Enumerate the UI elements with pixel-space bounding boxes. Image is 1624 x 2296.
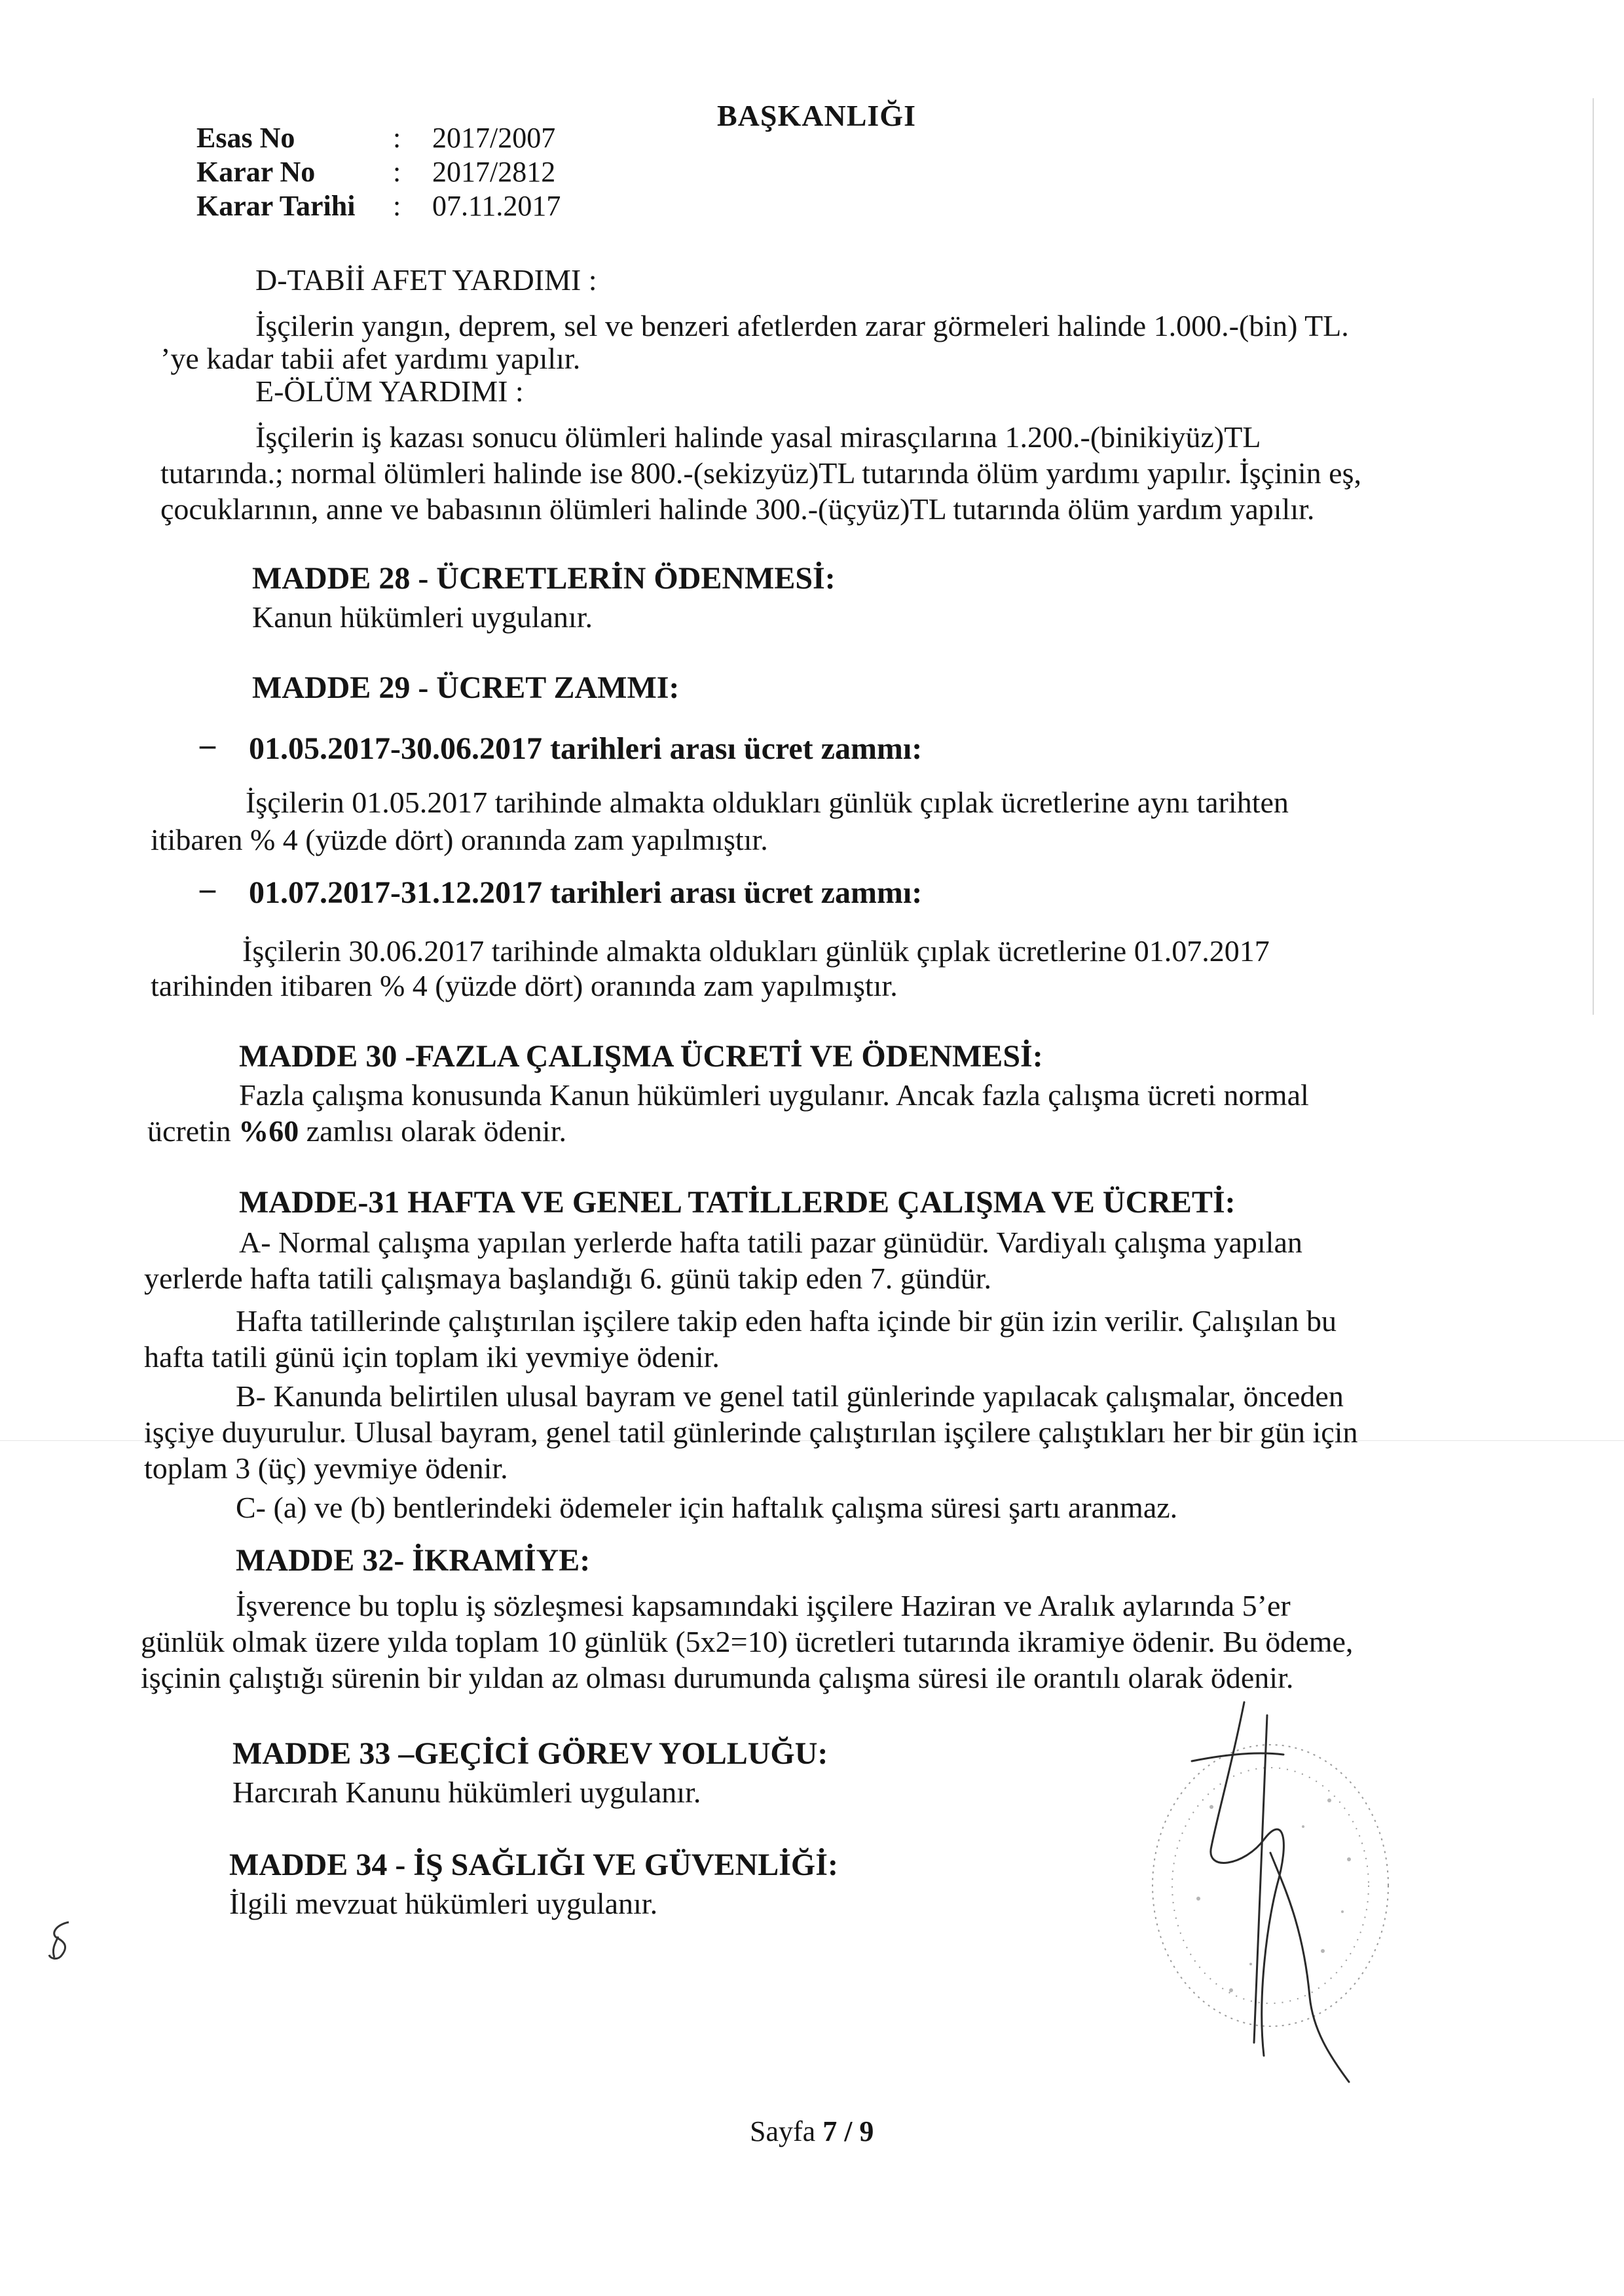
article-32-line-2: günlük olmak üzere yılda toplam 10 günlük (5x2=10) ücretleri tutarında ikramiye ödenir. Bu ödeme, (141, 1625, 1354, 1658)
article-28-title: MADDE 28 - ÜCRETLERİN ÖDENMESİ: (252, 561, 836, 596)
karar-colon: : (393, 156, 401, 188)
tarih-value: 07.11.2017 (432, 190, 561, 222)
section-d-line-2: ’ye kadar tabii afet yardımı yapılır. (160, 342, 581, 375)
article-28-line-1: Kanun hükümleri uygulanır. (252, 600, 593, 634)
article-32-line-1: İşverence bu toplu iş sözleşmesi kapsamındaki işçilere Haziran ve Aralık aylarında 5’er (236, 1589, 1291, 1622)
dash-bullet-1: – (200, 727, 215, 762)
section-d-line-1: İşçilerin yangın, deprem, sel ve benzeri afetlerden zarar görmeleri halinde 1.000.-(bin) TL. (255, 309, 1349, 342)
page-footer (750, 2115, 874, 2148)
article-29-para-2-line-2: tarihinden itibaren % 4 (yüzde dört) oranında zam yapılmıştır. (151, 969, 898, 1002)
article-31-line-6: işçiye duyurulur. Ulusal bayram, genel tatil günlerinde çalıştırılan işçilere çalıştıkları her bir gün için (144, 1415, 1358, 1449)
esas-value: 2017/2007 (432, 122, 556, 154)
karar-row (196, 155, 561, 189)
article-29-title: MADDE 29 - ÜCRET ZAMMI: (252, 670, 680, 705)
article-31-title: MADDE-31 HAFTA VE GENEL TATİLLERDE ÇALIŞMA VE ÜCRETİ: (239, 1185, 1236, 1220)
article-30-line-2-end: zamlısı olarak ödenir. (299, 1114, 566, 1148)
article-30-line-2-start: ücretin (147, 1114, 239, 1148)
article-32-title: MADDE 32- İKRAMİYE: (236, 1543, 591, 1578)
section-e-line-2: tutarında.; normal ölümleri halinde ise 800.-(sekizyüz)TL tutarında ölüm yardımı yapılır. İşçinin eş, (160, 456, 1361, 490)
dash-bullet-2: – (200, 871, 215, 906)
article-31-line-5: B- Kanunda belirtilen ulusal bayram ve genel tatil günlerinde yapılacak çalışmalar, önceden (236, 1379, 1344, 1413)
page-label: Sayfa (750, 2115, 816, 2147)
article-29-para-1-line-1: İşçilerin 01.05.2017 tarihinde almakta oldukları günlük çıplak ücretlerine aynı tarihten (246, 786, 1289, 819)
article-31-line-2: yerlerde hafta tatili çalışmaya başlandığı 6. günü takip eden 7. gündür. (144, 1262, 991, 1295)
tarih-label: Karar Tarihi (196, 190, 356, 222)
article-31-line-1: A- Normal çalışma yapılan yerlerde hafta tatili pazar günüdür. Vardiyalı çalışma yapılan (239, 1226, 1302, 1259)
article-33-line-1: Harcırah Kanunu hükümleri uygulanır. (232, 1776, 701, 1809)
article-31-line-7: toplam 3 (üç) yevmiye ödenir. (144, 1451, 508, 1485)
article-30-title: MADDE 30 -FAZLA ÇALIŞMA ÜCRETİ VE ÖDENMESİ: (239, 1039, 1043, 1074)
case-info-block (196, 121, 561, 223)
margin-initial-mark (43, 1918, 82, 1964)
scan-edge-right (1593, 98, 1594, 1015)
article-29-para-2-line-1: İşçilerin 30.06.2017 tarihinde almakta oldukları günlük çıplak ücretlerine 01.07.2017 (242, 934, 1270, 968)
esas-label: Esas No (196, 122, 295, 154)
section-e-title: E-ÖLÜM YARDIMI : (255, 374, 524, 408)
article-31-line-8: C- (a) ve (b) bentlerindeki ödemeler için haftalık çalışma süresi şartı aranmaz. (236, 1491, 1178, 1524)
article-31-line-4: hafta tatili günü için toplam iki yevmiye ödenir. (144, 1340, 720, 1374)
tarih-row (196, 189, 561, 223)
article-29-subheading-1: 01.05.2017-30.06.2017 tarihleri arası ücret zammı: (249, 731, 923, 766)
karar-value: 2017/2812 (432, 156, 556, 188)
article-33-title: MADDE 33 –GEÇİCİ GÖREV YOLLUĞU: (232, 1736, 828, 1771)
section-e-line-1: İşçilerin iş kazası sonucu ölümleri halinde yasal mirasçılarına 1.200.-(binikiyüz)TL (255, 420, 1261, 454)
tarih-colon: : (393, 190, 401, 222)
esas-row (196, 121, 561, 155)
karar-label: Karar No (196, 156, 316, 188)
esas-colon: : (393, 122, 401, 154)
article-30-percent: %60 (238, 1114, 299, 1148)
signature-stamp (1133, 1689, 1421, 2095)
section-d-title: D-TABİİ AFET YARDIMI : (255, 263, 597, 297)
article-34-title: MADDE 34 - İŞ SAĞLIĞI VE GÜVENLİĞİ: (229, 1848, 838, 1882)
article-31-line-3: Hafta tatillerinde çalıştırılan işçilere takip eden hafta içinde bir gün izin verilir. Çalışılan bu (236, 1304, 1337, 1338)
article-29-para-1-line-2: itibaren % 4 (yüzde dört) oranında zam yapılmıştır. (151, 823, 768, 856)
article-34-line-1: İlgili mevzuat hükümleri uygulanır. (229, 1887, 658, 1920)
article-32-line-3: işçinin çalıştığı sürenin bir yıldan az olması durumunda çalışma süresi ile orantılı olarak ödenir. (141, 1661, 1294, 1694)
article-30-line-2 (147, 1113, 566, 1150)
page-number: 7 / 9 (822, 2115, 874, 2147)
office-title: BAŞKANLIĞI (717, 99, 916, 132)
article-29-subheading-2: 01.07.2017-31.12.2017 tarihleri arası ücret zammı: (249, 875, 923, 910)
section-e-line-3: çocuklarının, anne ve babasının ölümleri halinde 300.-(üçyüz)TL tutarında ölüm yardım yapılır. (160, 492, 1315, 526)
article-30-line-1: Fazla çalışma konusunda Kanun hükümleri uygulanır. Ancak fazla çalışma ücreti normal (239, 1078, 1309, 1112)
